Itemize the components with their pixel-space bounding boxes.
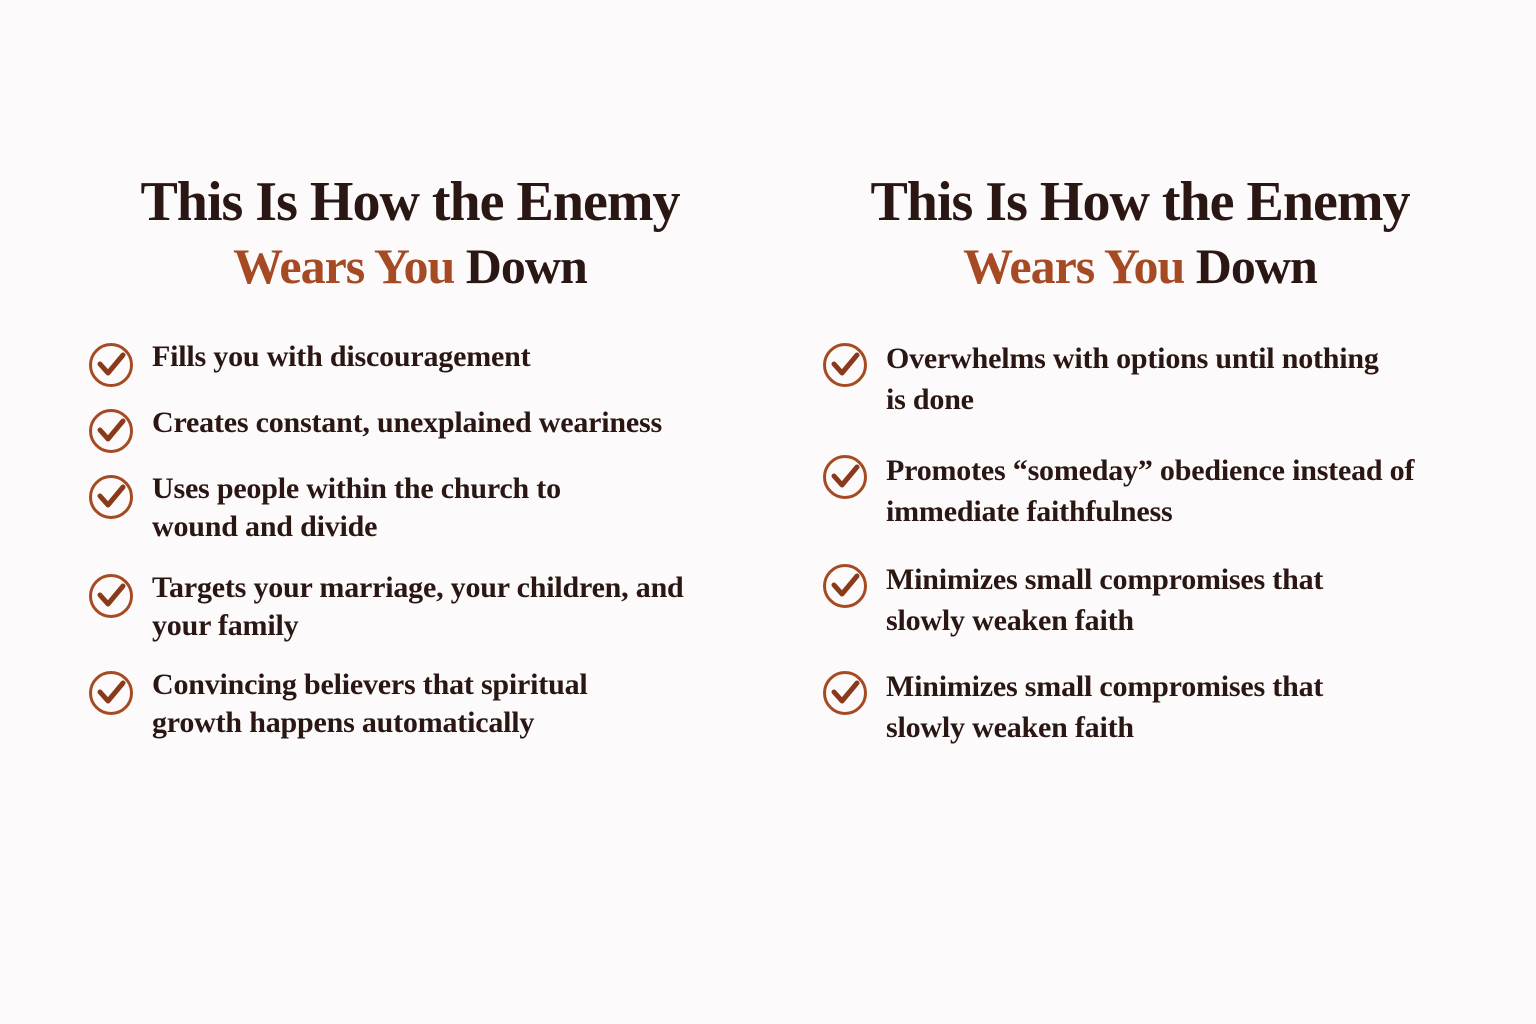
list-item-text: Minimizes small compromises that slowly weaken faith — [886, 563, 1324, 637]
list-item-text: Fills you with discouragement — [152, 340, 531, 373]
list-item-text: Overwhelms with options until nothing is done — [886, 342, 1379, 416]
list-item — [790, 670, 1490, 748]
panel-title — [60, 170, 760, 298]
list-item-text: Targets your marriage, your children, and your family — [152, 571, 684, 642]
checkmark-circle-icon — [88, 573, 134, 619]
title-accent: Wears You — [233, 238, 455, 294]
checkmark-circle-icon — [822, 342, 868, 388]
title-line-1: This Is How the Enemy — [870, 171, 1410, 233]
list-item — [60, 573, 760, 645]
title-line-1: This Is How the Enemy — [140, 171, 680, 233]
list-item-text: Creates constant, unexplained weariness — [152, 406, 662, 439]
checkmark-circle-icon — [88, 670, 134, 716]
title-accent: Wears You — [963, 238, 1185, 294]
list-item — [790, 342, 1490, 420]
list-item-text: Minimizes small compromises that slowly weaken faith — [886, 670, 1324, 744]
list-item-text: Convincing believers that spiritual growth happens automatically — [152, 668, 588, 739]
list-item-text: Uses people within the church to wound and divide — [152, 472, 561, 543]
checkmark-circle-icon — [822, 454, 868, 500]
list-item — [60, 670, 760, 742]
title-end: Down — [1195, 238, 1317, 294]
title-line-2 — [60, 234, 760, 298]
checkmark-circle-icon — [88, 342, 134, 388]
list-item — [60, 408, 760, 454]
right-panel — [790, 170, 1490, 744]
title-end: Down — [465, 238, 587, 294]
panel-title — [790, 170, 1490, 298]
checkmark-circle-icon — [88, 408, 134, 454]
list-item — [790, 563, 1490, 641]
checkmark-circle-icon — [822, 563, 868, 609]
checkmark-circle-icon — [822, 670, 868, 716]
list-item — [790, 454, 1490, 532]
checkmark-circle-icon — [88, 474, 134, 520]
title-line-2 — [790, 234, 1490, 298]
list-item-text: Promotes “someday” obedience instead of immediate faithfulness — [886, 454, 1415, 528]
list-item — [60, 474, 760, 546]
list-item — [60, 342, 760, 388]
left-panel — [60, 170, 760, 739]
